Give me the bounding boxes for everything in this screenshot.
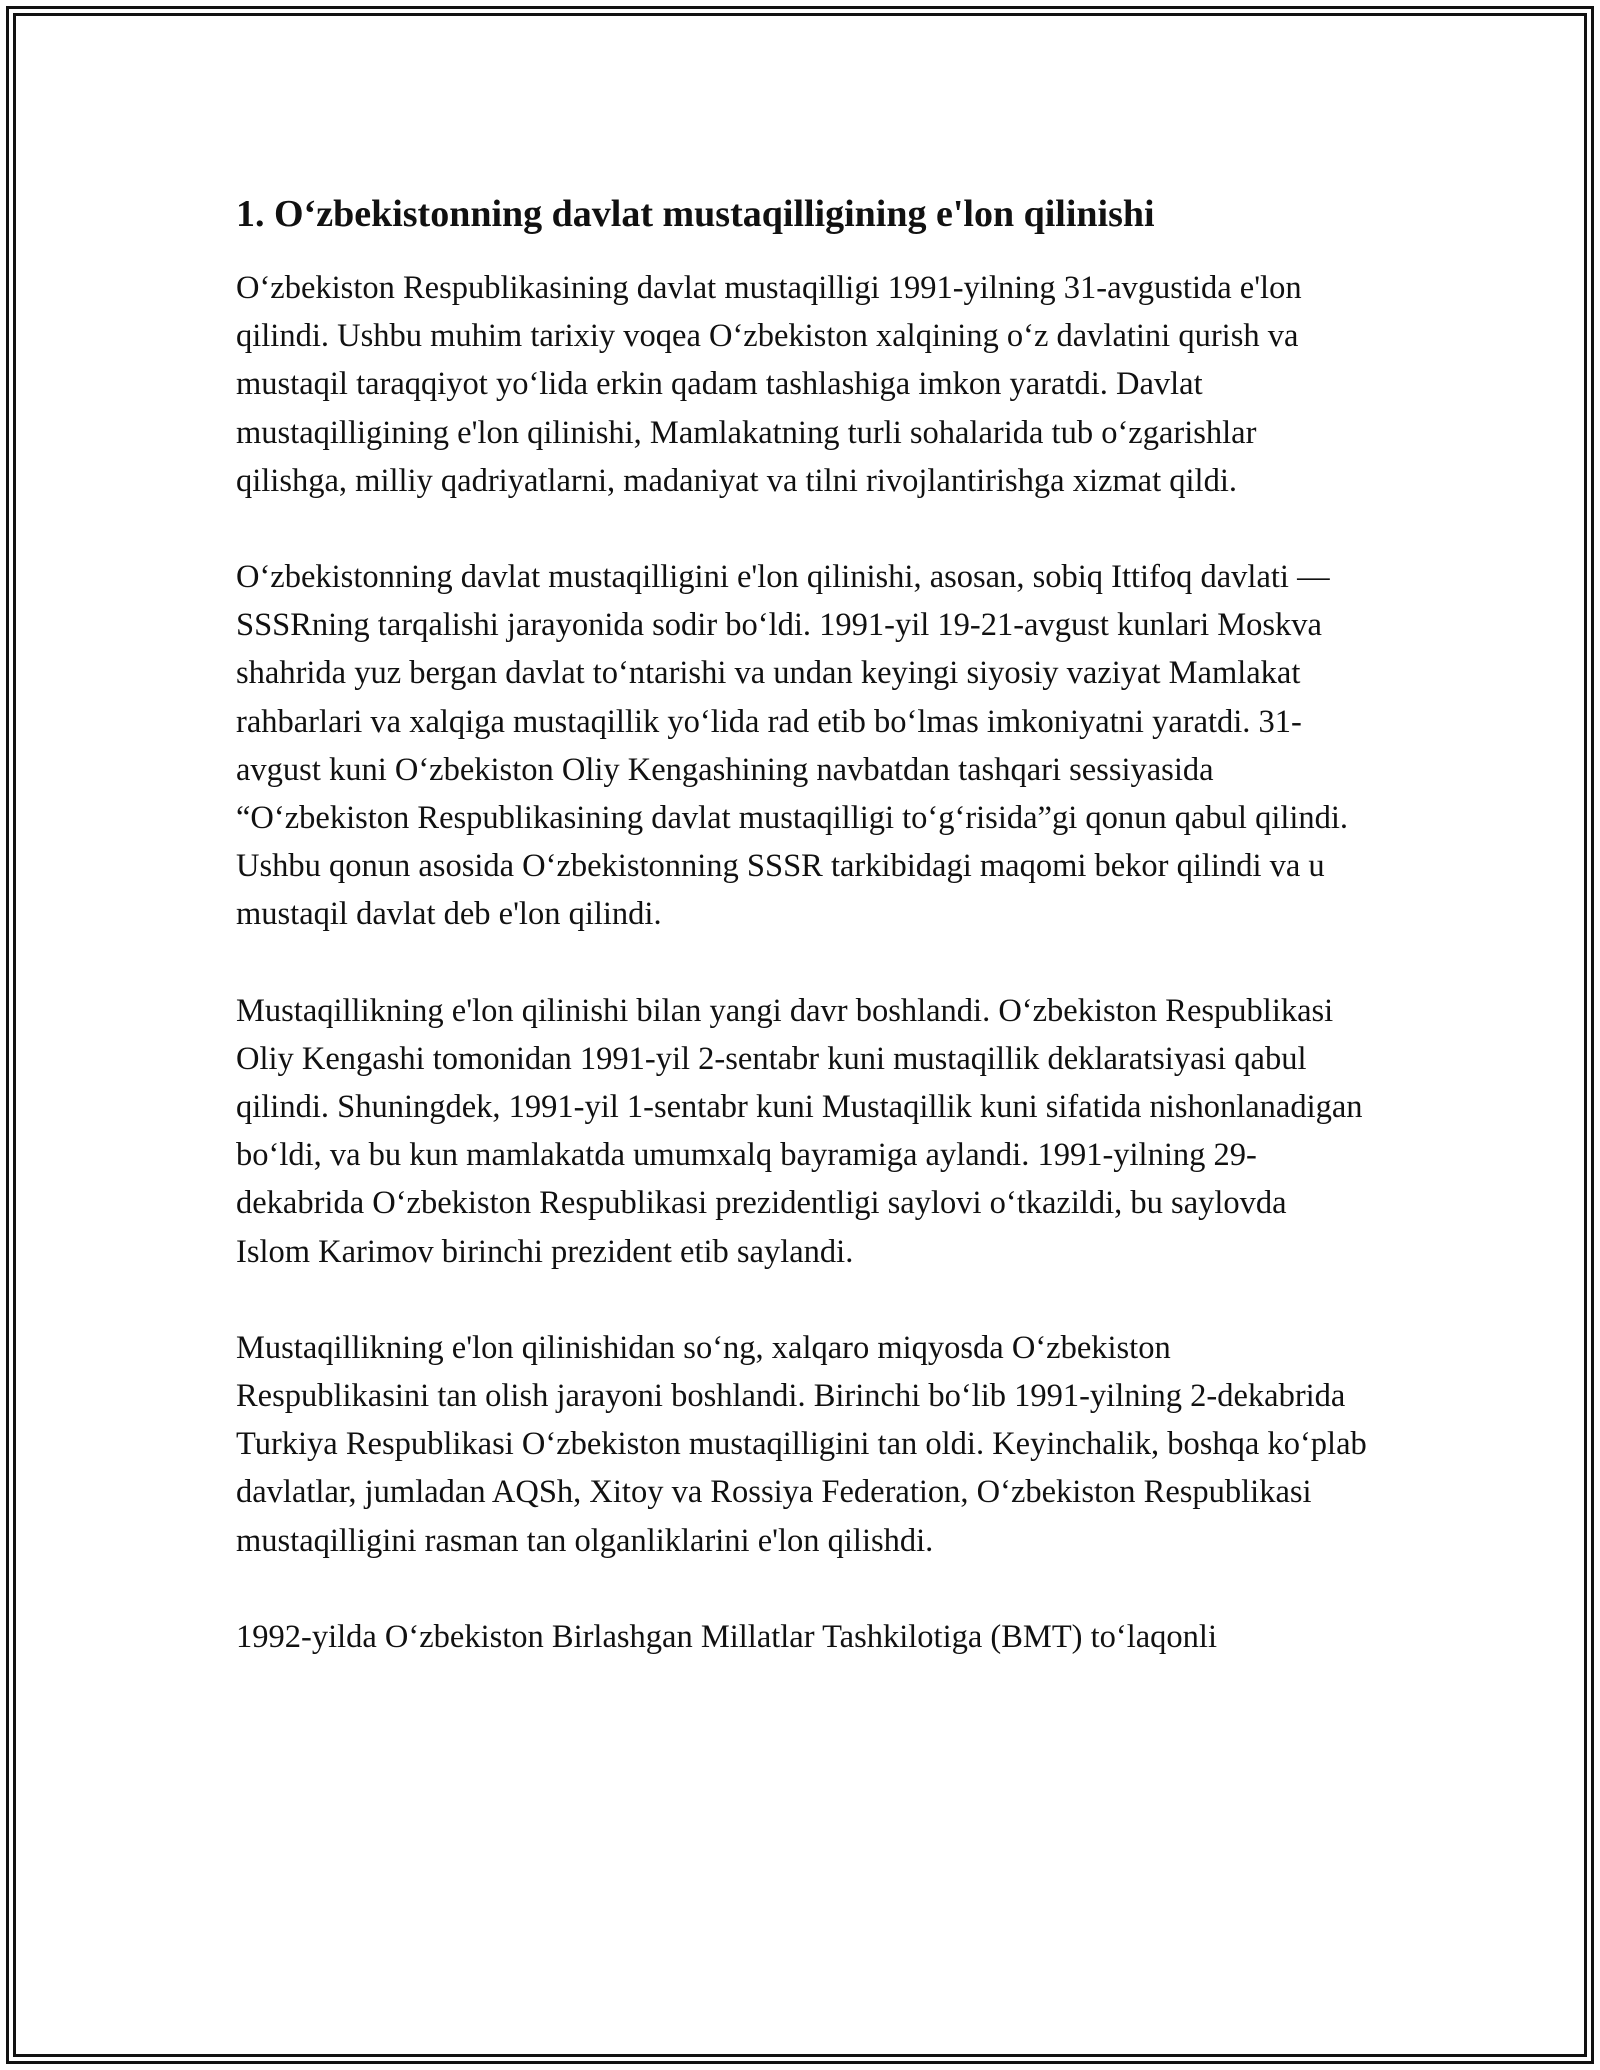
section-heading: 1. O‘zbekistonning davlat mustaqilligining e'lon qilinishi [236, 193, 1155, 235]
paragraph-1: O‘zbekiston Respublikasining davlat mustaqilligi 1991-yilning 31-avgustida e'lon qilindi. Ushbu muhim tarixiy voqea O‘zbekiston xalqining o‘z davlatini qurish va mustaqil taraqqiyot yo‘lida erkin qadam tashlashiga imkon yaratdi. Davlat mustaqilligining e'lon qilinishi, Mamlakatning turli sohalarida tub o‘zgarishlar qilishga, milliy qadriyatlarni, madaniyat va tilni rivojlantirishga xizmat qildi. [236, 270, 1302, 499]
paragraph-2: O‘zbekistonning davlat mustaqilligini e'lon qilinishi, asosan, sobiq Ittifoq davlati — SSSRning tarqalishi jarayonida sodir bo‘ldi. 1991-yil 19-21-avgust kunlari Moskva shahrida yuz bergan davlat to‘ntarishi va undan keyingi siyosiy vaziyat Mamlakat rahbarlari va xalqiga mustaqillik yo‘lida rad etib bo‘lmas imkoniyatni yaratdi. 31-avgust kuni O‘zbekiston Oliy Kengashining navbatdan tashqari sessiyasida “O‘zbekiston Respublikasining davlat mustaqilligi to‘g‘risida”gi qonun qabul qilindi. Ushbu qonun asosida O‘zbekistonning SSSR tarkibidagi maqomi bekor qilindi va u mustaqil davlat deb e'lon qilindi. [236, 559, 1349, 933]
paragraph-5: 1992-yilda O‘zbekiston Birlashgan Millatlar Tashkilotiga (BMT) to‘laqonli [236, 1618, 1217, 1655]
document-body [236, 188, 1368, 1709]
paragraph-4: Mustaqillikning e'lon qilinishidan so‘ng, xalqaro miqyosda O‘zbekiston Respublikasini tan olish jarayoni boshlandi. Birinchi bo‘lib 1991-yilning 2-dekabrida Turkiya Respublikasi O‘zbekiston mustaqilligini tan oldi. Keyinchalik, boshqa ko‘plab davlatlar, jumladan AQSh, Xitoy va Rossiya Federation, O‘zbekiston Respublikasi mustaqilligini rasman tan olganliklarini e'lon qilishdi. [236, 1329, 1367, 1559]
paragraph-3: Mustaqillikning e'lon qilinishi bilan yangi davr boshlandi. O‘zbekiston Respublikasi Oliy Kengashi tomonidan 1991-yil 2-sentabr kuni mustaqillik deklaratsiyasi qabul qilindi. Shuningdek, 1991-yil 1-sentabr kuni Mustaqillik kuni sifatida nishonlanadigan bo‘ldi, va bu kun mamlakatda umumxalq bayramiga aylandi. 1991-yilning 29-dekabrida O‘zbekiston Respublikasi prezidentligi saylovi o‘tkazildi, bu saylovda Islom Karimov birinchi prezident etib saylandi. [236, 992, 1363, 1270]
